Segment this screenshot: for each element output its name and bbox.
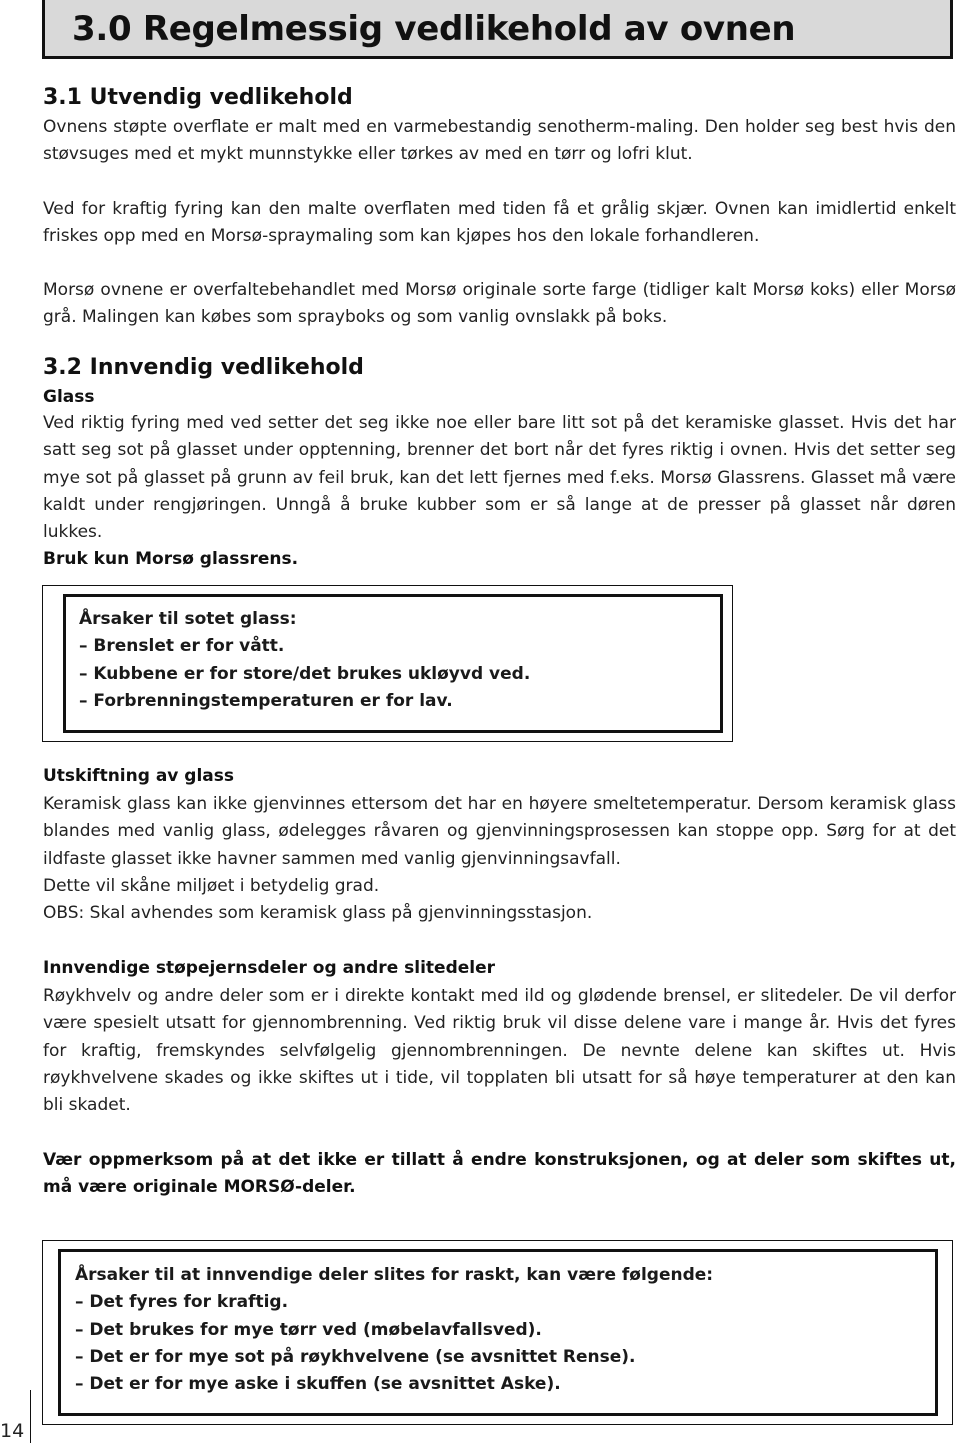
glass-replacement-paragraph: Keramisk glass kan ikke gjenvinnes ettersom det har en høyere smeltetemperatur. Dersom keramisk glass blandes med vanlig glass, ødelegges råvaren og gjenvinningsprosessen kan stoppe opp. Sørg for at det ildfaste glasset ikke havner sammen med vanlig gjenvinningsavfall. bbox=[43, 794, 956, 869]
section-3-1-para2: Ved for kraftig fyring kan den malte overflaten med tiden få et grålig skjær. Ovnen kan imidlertid enkelt friskes opp med en Morsø-spraymaling som kan kjøpes hos den lokale forhandleren. bbox=[43, 199, 956, 247]
wear-causes-box bbox=[42, 1240, 953, 1425]
internal-parts-heading: Innvendige støpejernsdeler og andre slitedeler bbox=[43, 958, 496, 978]
glass-replacement-obs: OBS: Skal avhendes som keramisk glass på gjenvinningsstasjon. bbox=[43, 903, 593, 923]
wear-causes-box-inner bbox=[58, 1249, 938, 1416]
glass-replacement-heading: Utskiftning av glass bbox=[43, 766, 235, 786]
glass-replacement-line2: Dette vil skåne miljøet i betydelig grad. bbox=[43, 876, 380, 896]
list-item: – Kubbene er for store/det brukes ukløyvd ved. bbox=[79, 663, 531, 684]
glass-note: Bruk kun Morsø glassrens. bbox=[43, 549, 299, 569]
list-item: – Det brukes for mye tørr ved (møbelavfallsved). bbox=[75, 1319, 542, 1340]
internal-parts-paragraph: Røykhvelv og andre deler som er i direkte kontakt med ild og glødende brensel, er slitedeler. De vil derfor være spesielt utsatt for gjennombrenning. Ved riktig bruk vil disse delene vare i mange år. Hvis det fyres for kraftig, fremskyndes selvfølgelig gjennombrenningen. De nevnte delene kan skiftes ut. Hvis røykhvelvene skades og ikke skiftes ut i tide, vil topplaten bli utsatt for så høye temperaturer at den kan bli skadet. bbox=[43, 986, 956, 1116]
wear-causes-title: Årsaker til at innvendige deler slites for raskt, kan være følgende: bbox=[75, 1265, 714, 1285]
page-number: 14 bbox=[0, 1420, 25, 1442]
section-3-1-para3: Morsø ovnene er overfaltebehandlet med Morsø originale sorte farge (tidliger kalt Morsø koks) eller Morsø grå. Malingen kan købes som sprayboks og som vanlig ovnslakk på boks. bbox=[43, 280, 956, 328]
chapter-header bbox=[42, 0, 953, 59]
original-parts-warning: Vær oppmerksom på at det ikke er tillatt å endre konstruksjonen, og at deler som skiftes ut, må være originale MORSØ-deler. bbox=[43, 1150, 956, 1198]
soot-causes-list bbox=[79, 633, 530, 715]
section-3-1-para1: Ovnens støpte overflate er malt med en varmebestandig senotherm-maling. Den holder seg best hvis den støvsuges med et mykt munnstykke eller tørkes av med en tørr og lofri klut. bbox=[43, 117, 956, 165]
section-3-2-heading: 3.2 Innvendig vedlikehold bbox=[43, 355, 364, 380]
page-number-rule bbox=[30, 1390, 31, 1443]
soot-causes-title: Årsaker til sotet glass: bbox=[79, 609, 297, 629]
section-3-1-heading: 3.1 Utvendig vedlikehold bbox=[43, 85, 353, 110]
chapter-title: 3.0 Regelmessig vedlikehold av ovnen bbox=[72, 9, 796, 49]
list-item: – Brenslet er for vått. bbox=[79, 636, 285, 657]
list-item: – Det er for mye sot på røykhvelvene (se avsnittet Rense). bbox=[75, 1346, 636, 1367]
glass-heading: Glass bbox=[43, 387, 95, 407]
soot-causes-box-inner bbox=[63, 594, 723, 733]
list-item: – Det er for mye aske i skuffen (se avsnittet Aske). bbox=[75, 1374, 561, 1395]
wear-causes-list bbox=[75, 1289, 713, 1398]
list-item: – Forbrenningstemperaturen er for lav. bbox=[79, 690, 453, 711]
glass-paragraph: Ved riktig fyring med ved setter det seg ikke noe eller bare litt sot på det keramiske glasset. Hvis det har satt seg sot på glasset under opptenning, brenner det bort når det fyres riktig i ovnen. Hvis det setter seg mye sot på glasset på grunn av feil bruk, kan det lett fjernes med f.eks. Morsø Glassrens. Glasset må være kaldt under rengjøringen. Unngå å bruke kubber som er så lange at de presser på glasset når døren lukkes. bbox=[43, 413, 956, 543]
soot-causes-box bbox=[42, 585, 733, 742]
list-item: – Det fyres for kraftig. bbox=[75, 1292, 289, 1313]
